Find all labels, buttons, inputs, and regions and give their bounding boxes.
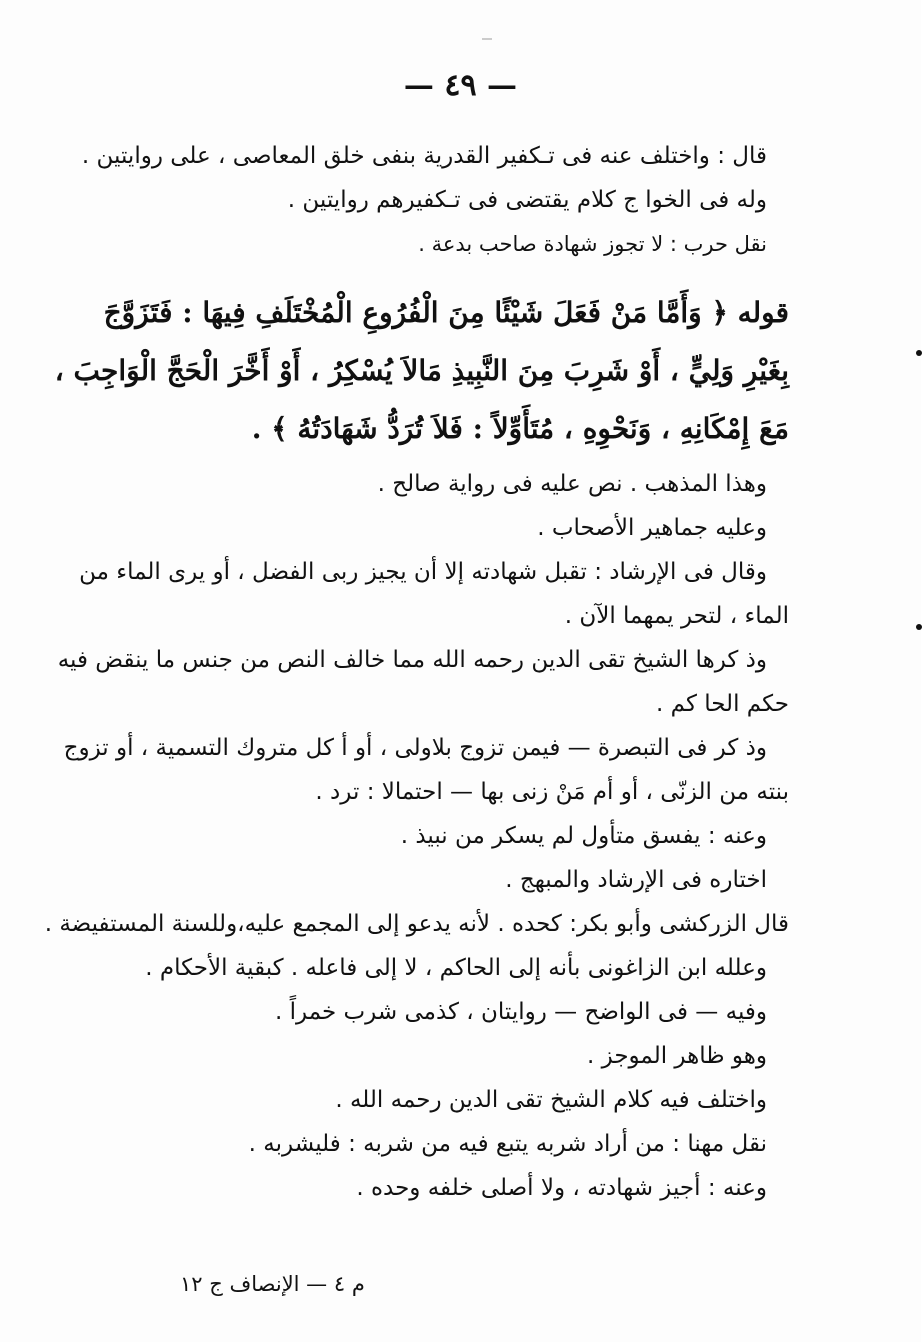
quote-line: مَعَ إِمْكَانِهِ ، وَنَحْوِهِ ، مُتَأَوِّلاً : فَلاَ تُرَدُّ شَهَادَتُهُ ﴾ . — [251, 412, 789, 445]
text-line: الماء ، لتحر يمهما الآن . — [564, 603, 789, 629]
text-line: وهو ظاهر الموجز . — [587, 1043, 767, 1069]
text-line: وعنه : أجيز شهادته ، ولا أصلى خلفه وحده . — [356, 1175, 767, 1201]
text-line: وعنه : يفسق متأول لم يسكر من نبيذ . — [400, 823, 767, 849]
page-number: — ٤٩ — — [403, 68, 518, 103]
text-line: حكم الحا كم . — [656, 691, 789, 717]
text-line: نقل مهنا : من أراد شربه يتبع فيه من شربه : فليشربه . — [248, 1131, 767, 1157]
margin-mark — [916, 624, 922, 630]
footer-signature: م ٤ — الإنصاف ج ١٢ — [180, 1272, 365, 1296]
margin-mark — [916, 350, 922, 356]
text-line: وذ كر فى التبصرة — فيمن تزوج بلاولى ، أو أ كل متروك التسمية ، أو تزوج — [63, 735, 767, 761]
text-line: وهذا المذهب . نص عليه فى رواية صالح . — [377, 471, 767, 497]
text-line: اختاره فى الإرشاد والمبهج . — [505, 867, 767, 893]
quoted-text — [54, 284, 789, 458]
text-line: قال : واختلف عنه فى تـكفير القدرية بنفى خلق المعاصى ، على روايتين . — [81, 143, 767, 169]
scan-mark — [482, 38, 492, 40]
text-line: واختلف فيه كلام الشيخ تقى الدين رحمه الله . — [335, 1087, 767, 1113]
text-line: قال الزركشى وأبو بكر: كحده . لأنه يدعو إلى المجمع عليه،وللسنة المستفيضة . — [44, 911, 789, 937]
text-line: وفيه — فى الواضح — روايتان ، كذمى شرب خمراً . — [275, 999, 767, 1025]
text-line: بنته من الزنّى ، أو أم مَنْ زنى بها — احتمالا : ترد . — [315, 779, 789, 805]
text-line: وعلله ابن الزاغونى بأنه إلى الحاكم ، لا إلى فاعله . كبقية الأحكام . — [145, 955, 767, 981]
top-paragraphs — [81, 134, 789, 266]
text-line: نقل حرب : لا تجوز شهادة صاحب بدعة . — [418, 232, 767, 256]
text-line: وقال فى الإرشاد : تقبل شهادته إلا أن يجيز ربى الفضل ، أو يرى الماء من — [79, 559, 767, 585]
text-line: وعليه جماهير الأصحاب . — [537, 515, 767, 541]
quote-line: بِغَيْرِ وَلِيٍّ ، أَوْ شَرِبَ مِنَ النَّبِيذِ مَالاَ يُسْكِرُ ، أَوْ أَخَّرَ الْحَجَّ الْوَاجِبَ ، — [54, 354, 789, 387]
body-paragraphs — [44, 462, 789, 1210]
text-line: وله فى الخوا ج كلام يقتضى فى تـكفيرهم روايتين . — [287, 187, 767, 213]
quote-line: قوله ﴿ وَأَمَّا مَنْ فَعَلَ شَيْئًا مِنَ الْفُرُوعِ الْمُخْتَلَفِ فِيهَا : فَتَزَوَّجَ — [103, 296, 789, 329]
text-line: وذ كرها الشيخ تقى الدين رحمه الله مما خالف النص من جنس ما ينقض فيه — [57, 647, 767, 673]
